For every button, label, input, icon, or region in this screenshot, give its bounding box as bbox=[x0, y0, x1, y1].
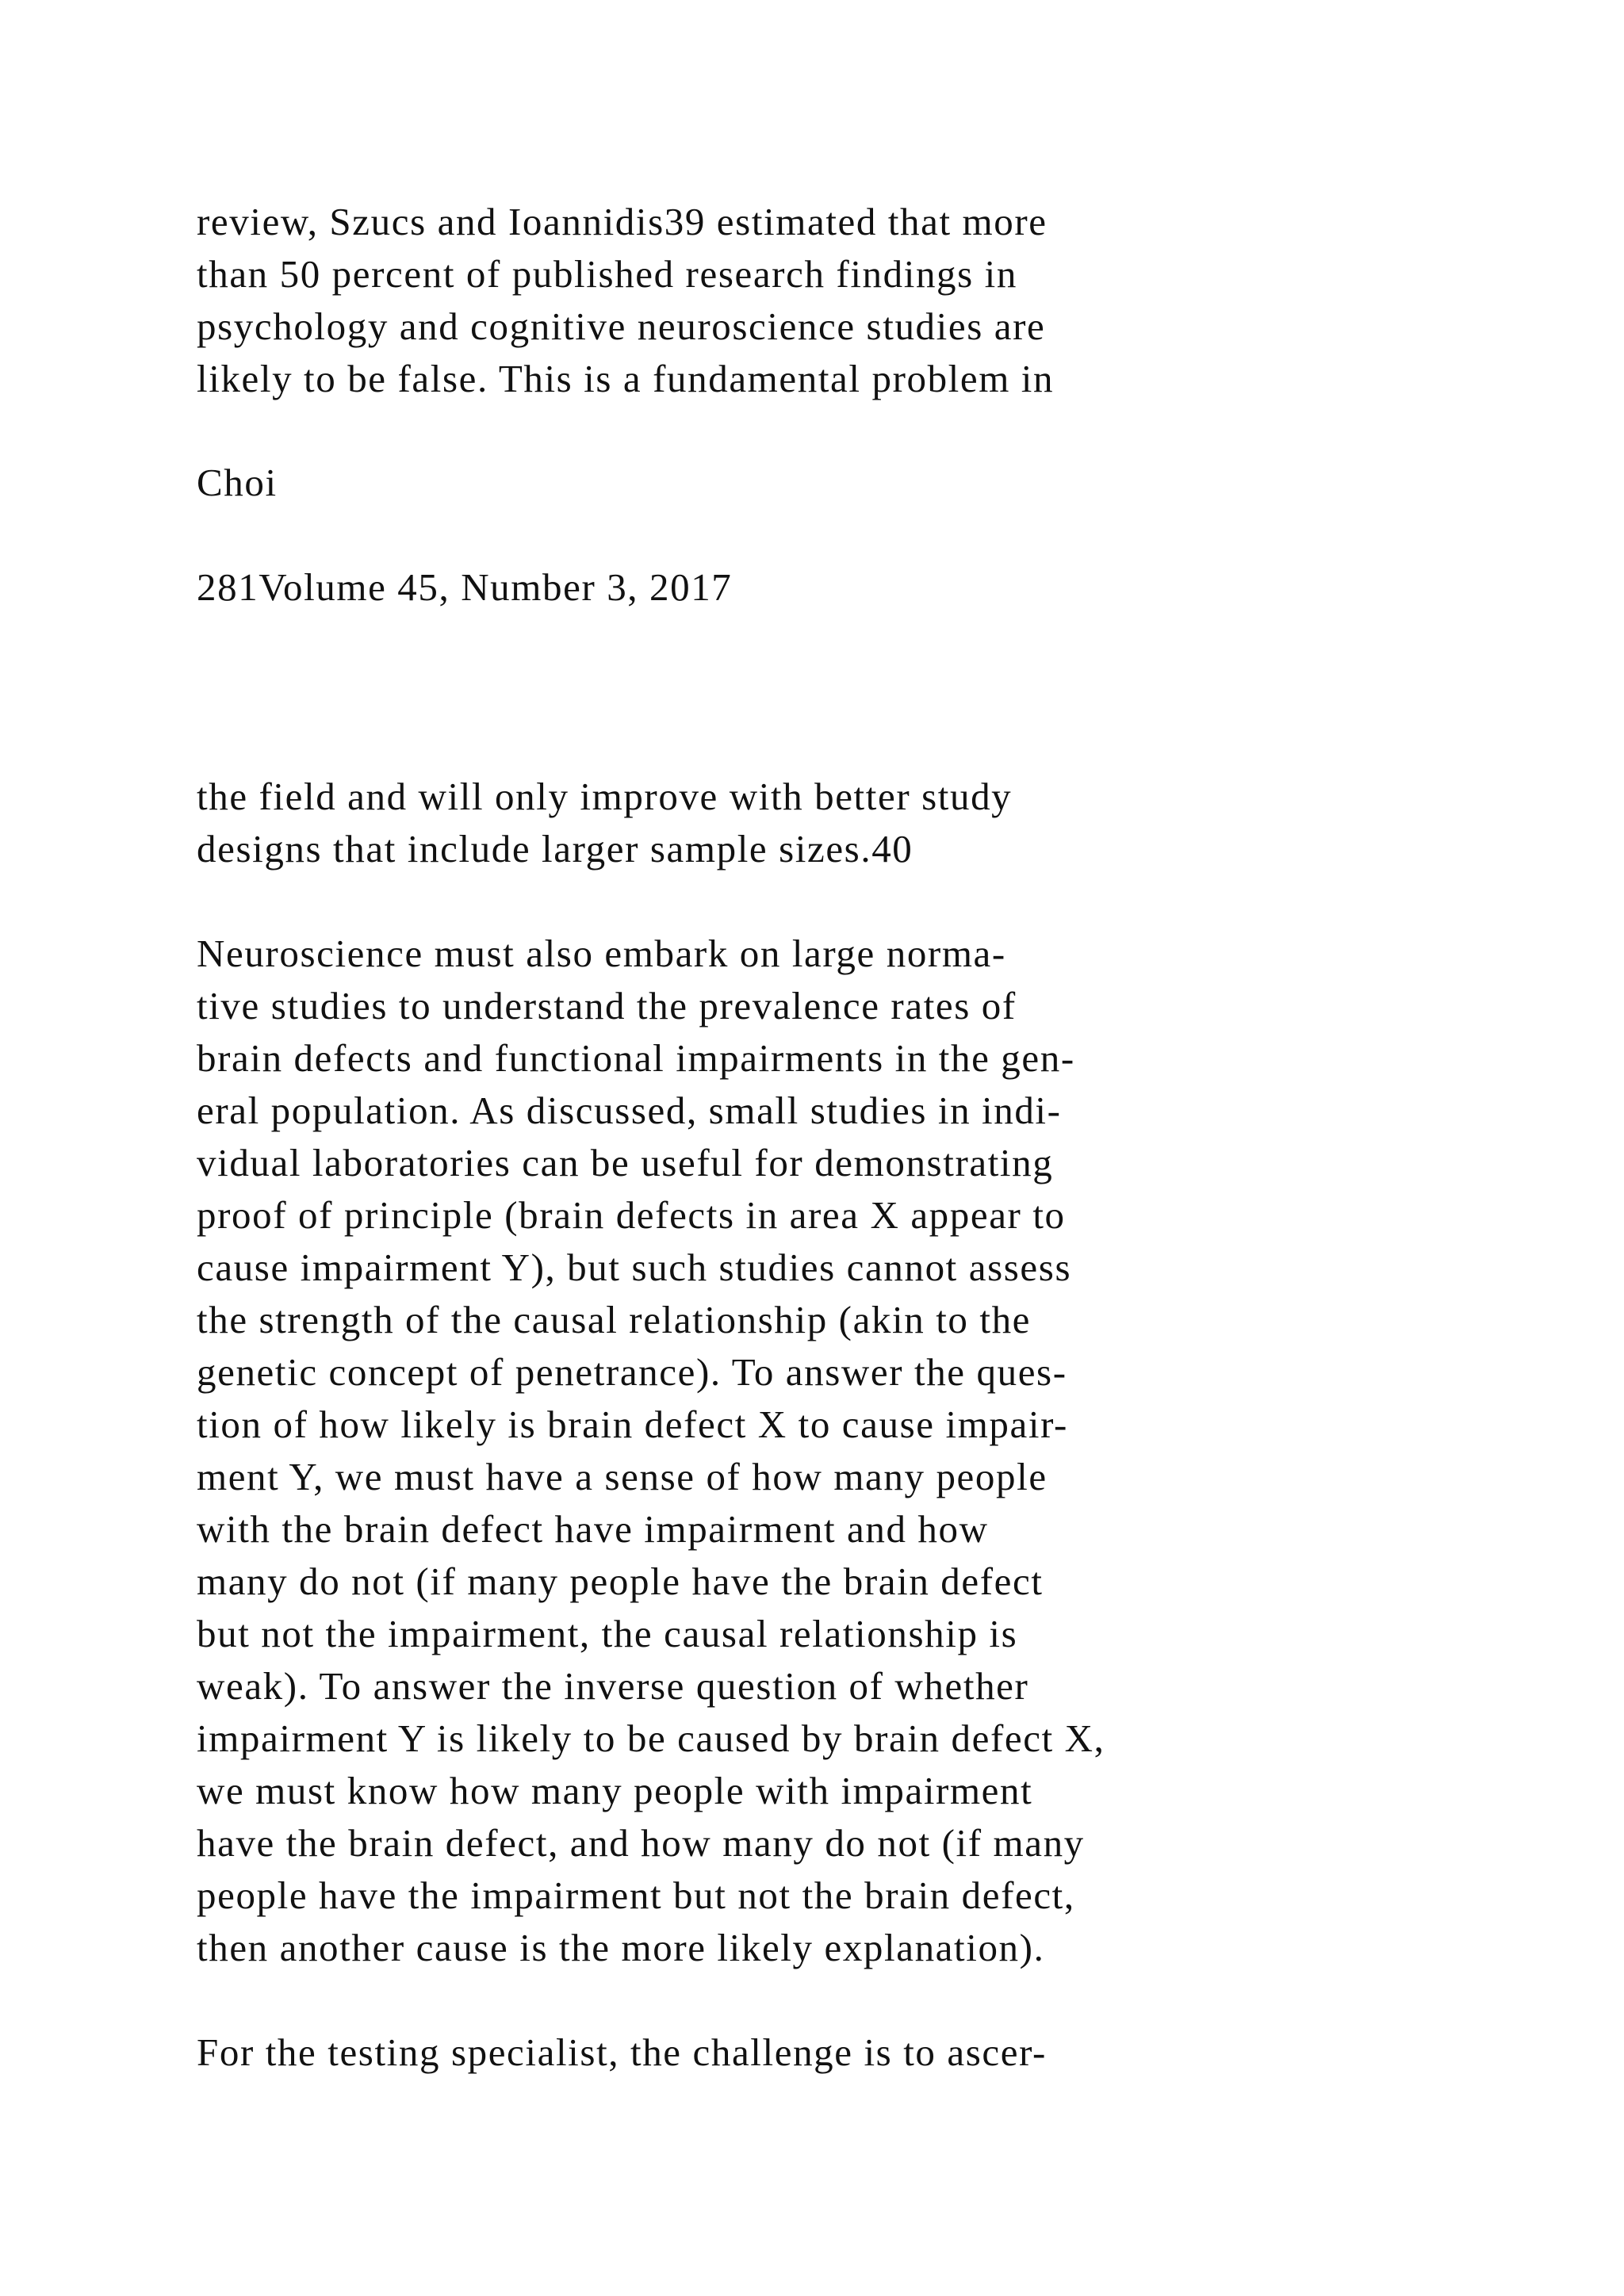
text-line: likely to be false. This is a fundamental problem in bbox=[197, 357, 1055, 400]
text-line: designs that include larger sample sizes.40 bbox=[197, 827, 914, 871]
text-line: proof of principle (brain defects in area X appear to bbox=[197, 1193, 1066, 1237]
text-line: the strength of the causal relationship (akin to the bbox=[197, 1298, 1032, 1341]
text-line: then another cause is the more likely explanation). bbox=[197, 1926, 1045, 1969]
text-line: review, Szucs and Ioannidis39 estimated that more bbox=[197, 200, 1048, 243]
text-line: eral population. As discussed, small studies in indi- bbox=[197, 1089, 1062, 1132]
text-line: For the testing specialist, the challenge is to ascer- bbox=[197, 2030, 1047, 2074]
text-line: weak). To answer the inverse question of whether bbox=[197, 1664, 1029, 1708]
text-line: than 50 percent of published research findings in bbox=[197, 252, 1017, 296]
text-line: psychology and cognitive neuroscience studies are bbox=[197, 304, 1046, 348]
text-line: tion of how likely is brain defect X to cause impair- bbox=[197, 1402, 1068, 1446]
text-line: the field and will only improve with better study bbox=[197, 775, 1013, 818]
text-line: cause impairment Y), but such studies cannot assess bbox=[197, 1246, 1072, 1289]
text-line: have the brain defect, and how many do not (if many bbox=[197, 1821, 1085, 1865]
text-line: tive studies to understand the prevalence rates of bbox=[197, 984, 1017, 1027]
text-line: brain defects and functional impairments in the gen- bbox=[197, 1036, 1075, 1080]
text-line: ment Y, we must have a sense of how many people bbox=[197, 1455, 1048, 1498]
text-line: vidual laboratories can be useful for demonstrating bbox=[197, 1141, 1054, 1184]
text-line: impairment Y is likely to be caused by brain defect X, bbox=[197, 1716, 1105, 1760]
text-line: Neuroscience must also embark on large norma- bbox=[197, 932, 1006, 975]
text-line: genetic concept of penetrance). To answer the ques- bbox=[197, 1350, 1067, 1394]
running-author: Choi bbox=[197, 461, 278, 504]
text-line: with the brain defect have impairment and how bbox=[197, 1507, 989, 1551]
text-line: but not the impairment, the causal relationship is bbox=[197, 1612, 1018, 1655]
text-line: we must know how many people with impairment bbox=[197, 1769, 1033, 1812]
text-line: people have the impairment but not the brain defect, bbox=[197, 1873, 1075, 1917]
running-footer: 281Volume 45, Number 3, 2017 bbox=[197, 565, 733, 609]
text-line: many do not (if many people have the brain defect bbox=[197, 1559, 1044, 1603]
